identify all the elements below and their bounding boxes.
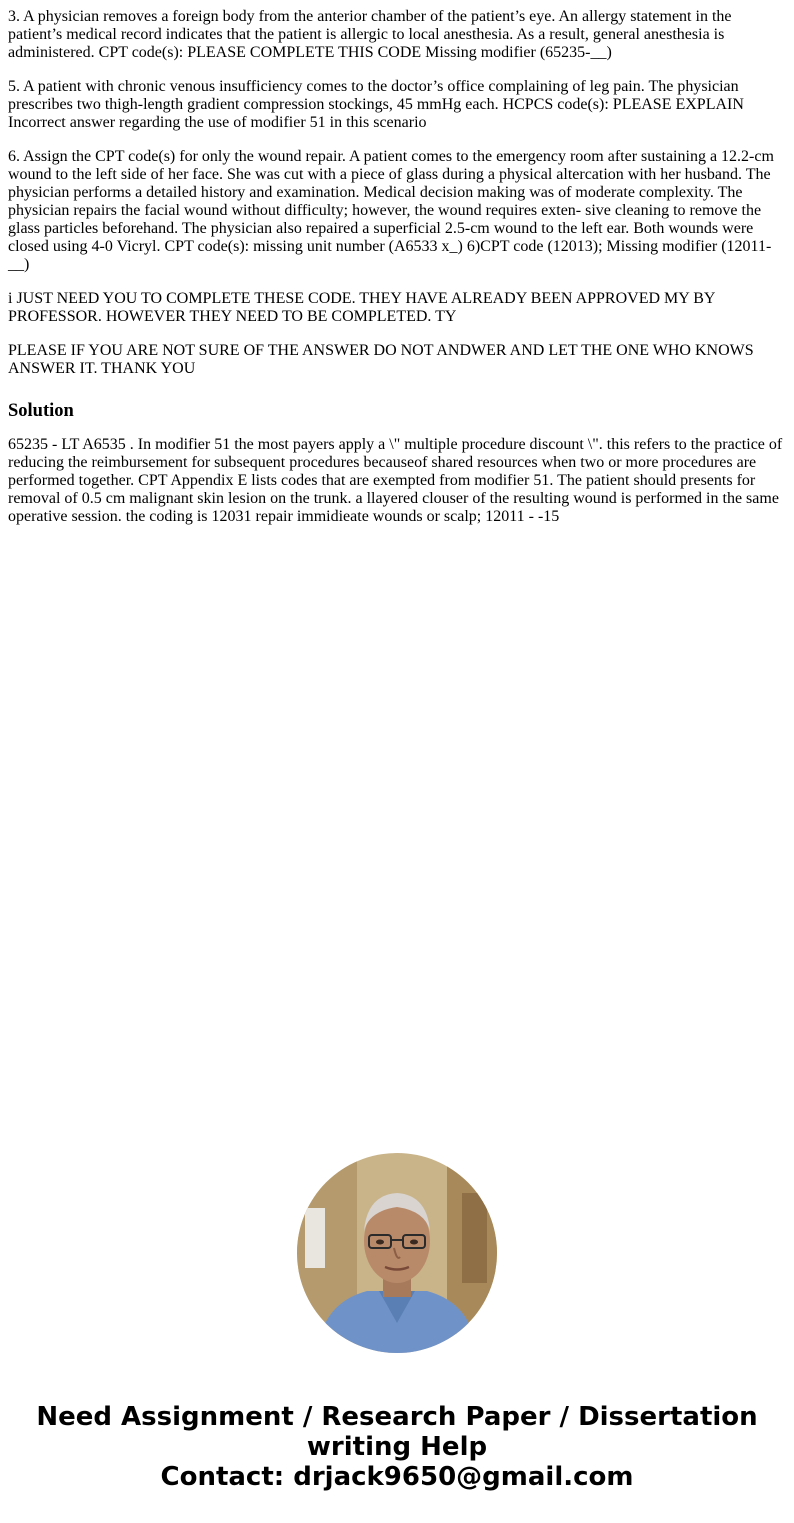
question-5: 5. A patient with chronic venous insufficiency comes to the doctor’s office complaining of leg pain. The physician prescribes two thigh-length gradient compression stockings, 45 mmHg each. HCPCS code(s): PLEASE EXPLAIN Incorrect answer regarding the use of modifier 51 in this scenario [8, 78, 744, 131]
question-6: 6. Assign the CPT code(s) for only the wound repair. A patient comes to the emergency room after sustaining a 12.2-cm wound to the left side of her face. She was cut with a piece of glass during a physical altercation with her husband. The physician performs a detailed history and examination. Medical decision making was of moderate complexity. The physician repairs the facial wound without difficulty; however, the wound requires exten- sive cleaning to remove the glass particles beforehand. The physician also repaired a superficial 2.5-cm wound to the left ear. Both wounds were closed using 4-0 Vicryl. CPT code(s): missing unit number (A6533 x_) 6)CPT code (12013); Missing modifier (12011-__) [8, 148, 774, 273]
question-3: 3. A physician removes a foreign body from the anterior chamber of the patient’s eye. An allergy statement in the patient’s medical record indicates that the patient is allergic to local anesthesia. As a result, general anesthesia is administered. CPT code(s): PLEASE COMPLETE THIS CODE Missing modifier (65235-__) [8, 8, 732, 61]
solution-heading: Solution [8, 401, 74, 421]
promo-contact: Contact: drjack9650@gmail.com [160, 1462, 634, 1492]
promo-banner [0, 1402, 794, 1492]
request-note: i JUST NEED YOU TO COMPLETE THESE CODE. THEY HAVE ALREADY BEEN APPROVED MY BY PROFESSOR. HOWEVER THEY NEED TO BE COMPLETED. TY [8, 290, 715, 325]
solution-text: 65235 - LT A6535 . In modifier 51 the most payers apply a \" multiple procedure discount \". this refers to the practice of reducing the reimbursement for subsequent procedures becauseof shared resources when two or more procedures are performed together. CPT Appendix E lists codes that are exempted from modifier 51. The patient should presents for removal of 0.5 cm malignant skin lesion on the trunk. a llayered clouser of the resulting wound is performed in the same operative session. the coding is 12031 repair immidieate wounds or scalp; 12011 - -15 [8, 436, 783, 525]
person-photo-icon [297, 1153, 497, 1353]
promo-line-1: Need Assignment / Research Paper / Dissertation [36, 1402, 758, 1432]
promo-line-2: writing Help [306, 1432, 488, 1462]
author-photo [297, 1153, 497, 1353]
request-warning: PLEASE IF YOU ARE NOT SURE OF THE ANSWER DO NOT ANDWER AND LET THE ONE WHO KNOWS ANSWER IT. THANK YOU [8, 342, 754, 377]
document-body [8, 0, 786, 526]
